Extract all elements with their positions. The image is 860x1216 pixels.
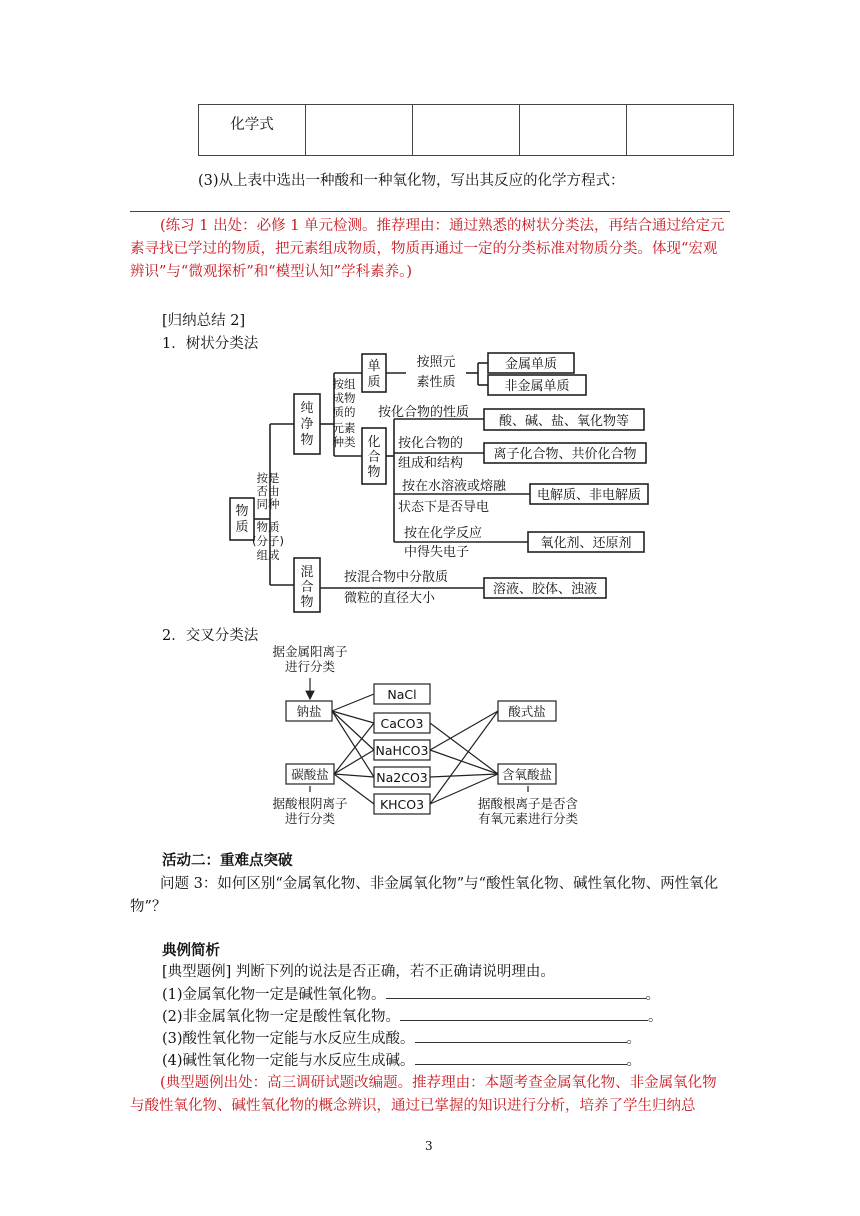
cross-bottom-right-label: 有氧元素进行分类 <box>477 811 579 826</box>
activity-2-title: 活动二：重难点突破 <box>162 852 293 869</box>
formula-cell <box>306 105 413 156</box>
example-intro: [典型题例] 判断下列的说法是否正确，若不正确请说明理由。 <box>162 964 555 980</box>
nonmetal-element: 非金属单质 <box>504 379 570 394</box>
pure-criterion: 按组 <box>332 377 356 391</box>
root-criterion: 同种 <box>256 497 280 511</box>
compound-criterion: 按化合物的 <box>398 436 464 451</box>
practice-note: (练习 1 出处：必修 1 单元检测。推荐理由：通过熟悉的树状分类法，再结合通过给定元素寻找已学过的物质，把元素组成物质，物质再通过一定的分类标准对物质分类。体现“宏观辨识”与“微观探析”和“模型认知”学科素养。) <box>130 218 725 280</box>
compound-criterion: 按在水溶液或熔融 <box>402 479 507 494</box>
root-criterion: 物质 <box>256 520 280 534</box>
compound-na2co3: Na2CO3 <box>376 770 428 785</box>
example-item: (4)碱性氧化物一定能与水反应生成碱。 。 <box>162 1050 641 1071</box>
sodium-salt: 钠盐 <box>296 704 322 719</box>
oxy-salt: 含氧酸盐 <box>501 767 553 782</box>
example-item-text: (4)碱性氧化物一定能与水反应生成碱。 <box>162 1053 415 1069</box>
root-criterion: 组成 <box>256 548 280 562</box>
compound-criterion: 按化合物的性质 <box>378 405 470 420</box>
compound-criterion: 组成和结构 <box>398 456 464 471</box>
mixture-criterion: 微粒的直径大小 <box>344 591 436 606</box>
summary-title: [归纳总结 2] <box>162 313 246 329</box>
example-item: (3)酸性氧化物一定能与水反应生成酸。 。 <box>162 1028 641 1049</box>
formula-cell <box>520 105 627 156</box>
example-heading: 典例简析 <box>162 942 220 959</box>
tree-diagram <box>220 348 660 618</box>
compound-result: 氧化剂、还原剂 <box>540 536 632 551</box>
question-3: (3)从上表中选出一种酸和一种氧化物，写出其反应的化学方程式： <box>198 173 625 189</box>
element-criterion: 素性质 <box>416 375 456 390</box>
cross-top-label: 据金属阳离子 <box>272 644 348 659</box>
root-criterion: 否由 <box>256 484 280 498</box>
answer-blank[interactable] <box>415 1028 627 1043</box>
cross-diagram <box>260 640 600 840</box>
tree-method-title: 1．树状分类法 <box>162 336 259 352</box>
example-note: (典型题例出处：高三调研试题改编题。推荐理由：本题考查金属氧化物、非金属氧化物与酸性氧化物、碱性氧化物的概念辨识，通过已掌握的知识进行分析，培养了学生归纳总 <box>130 1075 717 1114</box>
pure-substance: 纯 <box>300 401 314 416</box>
cross-top-label: 进行分类 <box>284 659 336 674</box>
metal-element: 金属单质 <box>504 357 558 372</box>
pure-criterion: 质的 <box>332 405 356 419</box>
tree-root: 质 <box>235 520 249 535</box>
answer-blank[interactable] <box>400 1006 648 1021</box>
mixture: 混 <box>300 565 314 580</box>
compound-result: 酸、碱、盐、氧化物等 <box>498 414 630 429</box>
compound: 物 <box>367 465 381 480</box>
element-criterion: 按照元 <box>416 355 456 370</box>
page-number: 3 <box>425 1139 433 1153</box>
formula-row-header: 化学式 <box>199 105 306 156</box>
cross-bottom-left-label: 进行分类 <box>284 811 336 826</box>
example-item: (2)非金属氧化物一定是酸性氧化物。 。 <box>162 1006 663 1027</box>
carbonate-salt: 碳酸盐 <box>291 767 329 782</box>
element-substance: 质 <box>367 375 381 390</box>
cross-bottom-left-label: 据酸根阴离子 <box>272 796 348 811</box>
compound-nacl: NaCl <box>387 687 417 702</box>
compound-result: 离子化合物、共价化合物 <box>493 447 637 462</box>
cross-bottom-right-label: 据酸根离子是否含 <box>477 796 579 811</box>
mixture: 合 <box>300 580 314 595</box>
formula-cell <box>627 105 734 156</box>
compound-khco3: KHCO3 <box>379 797 425 812</box>
pure-substance: 物 <box>300 433 314 448</box>
acid-salt: 酸式盐 <box>508 704 546 719</box>
problem-3: 问题 3：如何区别“金属氧化物、非金属氧化物”与“酸性氧化物、碱性氧化物、两性氧化物”？ <box>130 876 719 915</box>
compound-result: 电解质、非电解质 <box>536 488 642 503</box>
compound-criterion: 状态下是否导电 <box>398 500 490 515</box>
compound-criterion: 中得失电子 <box>404 545 470 560</box>
compound-nahco3: NaHCO3 <box>375 743 429 758</box>
pure-criterion: 成物 <box>332 391 356 405</box>
pure-criterion: 种类 <box>332 435 356 449</box>
answer-blank[interactable] <box>386 984 646 999</box>
answer-line <box>130 211 730 212</box>
root-criterion: (分子) <box>252 534 284 548</box>
tree-root: 物 <box>235 504 249 519</box>
mixture-criterion: 按混合物中分散质 <box>344 570 449 585</box>
example-item: (1)金属氧化物一定是碱性氧化物。 。 <box>162 984 660 1005</box>
answer-blank[interactable] <box>415 1050 627 1065</box>
formula-table <box>198 104 734 156</box>
compound-criterion: 按在化学反应 <box>404 526 483 541</box>
mixture: 物 <box>300 595 314 610</box>
compound: 合 <box>367 450 381 465</box>
mixture-result: 溶液、胶体、浊液 <box>492 582 598 597</box>
formula-cell <box>413 105 520 156</box>
cross-method-title: 2．交叉分类法 <box>162 628 259 644</box>
pure-criterion: 元素 <box>332 421 356 435</box>
element-substance: 单 <box>367 359 381 374</box>
compound: 化 <box>367 435 381 450</box>
example-item-text: (2)非金属氧化物一定是酸性氧化物。 <box>162 1009 401 1025</box>
example-item-text: (3)酸性氧化物一定能与水反应生成酸。 <box>162 1031 415 1047</box>
root-criterion: 按是 <box>256 471 280 485</box>
example-item-text: (1)金属氧化物一定是碱性氧化物。 <box>162 987 386 1003</box>
pure-substance: 净 <box>300 417 314 432</box>
compound-caco3: CaCO3 <box>380 716 424 731</box>
